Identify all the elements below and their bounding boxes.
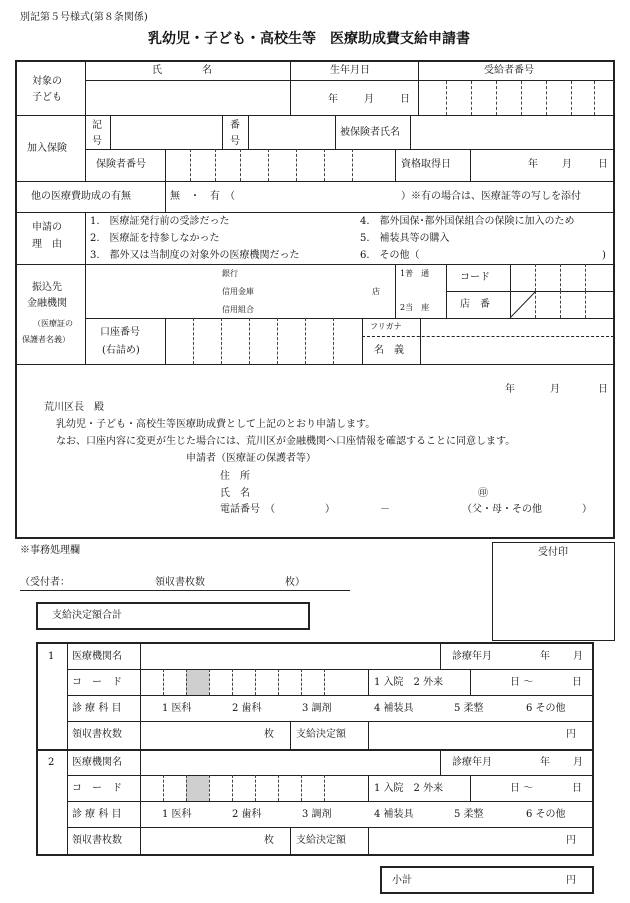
label-office-yen: 円 (566, 875, 576, 886)
label-subject-day: 日 (400, 94, 410, 105)
label-entries-1-depts-5[interactable]: 6 その他 (526, 809, 566, 820)
label-subject-year: 年 (328, 94, 338, 105)
form-title: 乳幼児・子ども・高校生等 医療助成費支給申請書 (148, 31, 470, 47)
subject-recipient-header: 受給者番号 (484, 65, 534, 76)
subject-birth-header: 生年月日 (330, 65, 370, 76)
label-office-subtotal: 小計 (392, 875, 412, 886)
other-aid-options[interactable]: 無 ・ 有 （ (170, 191, 235, 202)
reason-item-6[interactable]: 6. その他（ (360, 250, 420, 261)
label-entries-1-inout[interactable]: 1 入院 2 外来 (374, 783, 444, 794)
subject-name-header: 氏 名 (152, 65, 212, 76)
label-entries-0-department: 診 療 科 目 (72, 703, 122, 714)
label-entries-0-day_from: 日 ～ (510, 677, 534, 688)
label-bank-meigi: 名 義 (374, 345, 404, 356)
label-entries-1-month: 月 (573, 757, 583, 768)
label-bank-toza[interactable]: 2当 座 (400, 303, 430, 312)
label-declaration-applicant: 申請者（医療証の保護者等） (186, 453, 316, 464)
label-bank-shinkin: 信用金庫 (222, 287, 254, 296)
label-insurance-insurer_number: 保険者番号 (96, 159, 146, 170)
label-reason-close_paren: ) (602, 250, 606, 261)
bank-slash (510, 291, 536, 318)
label-entries-0-code: コ ー ド (72, 677, 122, 688)
label-declaration-address: 住 所 (220, 471, 250, 482)
reason-item-3[interactable]: 3. 都外又は当制度の対象外の医療機関だった (90, 250, 300, 261)
insurance-label: 加入保険 (27, 143, 67, 154)
label-entries-1-day_from: 日 ～ (510, 783, 534, 794)
other-aid-note: ）※有の場合は、医療証等の写しを添付 (401, 191, 581, 202)
label-bank-label_line2: 金融機関 (27, 298, 67, 309)
form-number: 別記第５号様式(第８条関係) (20, 12, 148, 23)
label-subject-month: 月 (364, 94, 374, 105)
reason-item-1[interactable]: 1. 医療証発行前の受診だった (90, 216, 230, 227)
label-insurance-insured_name: 被保険者氏名 (340, 127, 400, 138)
label-entries-1-depts-0[interactable]: 1 医科 (162, 809, 192, 820)
label-bank-account_line2: (右詰め) (102, 345, 140, 356)
label-declaration-relation: （父・母・その他 ） (462, 504, 592, 515)
label-declaration-line1: 乳幼児・子ども・高校生等医療助成費として上記のとおり申請します。 (56, 419, 376, 430)
label-declaration-phone: 電話番号 （ ） － (220, 504, 390, 515)
label-entries-0-day_to: 日 (572, 677, 582, 688)
label-entries-1-department: 診 療 科 目 (72, 809, 122, 820)
label-entries-0-no: 1 (48, 651, 55, 662)
label-entries-0-receipts: 領収書枚数 (72, 729, 122, 740)
label-reason-label_line2: 理 由 (32, 239, 62, 250)
label-entries-1-no: 2 (48, 757, 55, 768)
label-bank-furigana: フリガナ (370, 322, 402, 331)
label-entries-1-depts-3[interactable]: 4 補装具 (374, 809, 414, 820)
label-entries-1-depts-2[interactable]: 3 調剤 (302, 809, 332, 820)
label-entries-0-decision: 支給決定額 (296, 729, 346, 740)
label-declaration-name: 氏 名 (220, 488, 250, 499)
label-entries-0-yen: 円 (566, 729, 576, 740)
subject-label-1: 対象の (32, 76, 62, 87)
label-entries-0-sheets: 枚 (264, 729, 274, 740)
label-declaration-line2: なお、口座内容に変更が生じた場合には、荒川区が金融機関へ口座情報を確認することに同意します。 (56, 436, 516, 447)
label-entries-0-depts-1[interactable]: 2 歯科 (232, 703, 262, 714)
label-entries-1-decision: 支給決定額 (296, 835, 346, 846)
label-entries-1-facility: 医療機関名 (72, 757, 122, 768)
addressee: 荒川区長 殿 (44, 402, 104, 413)
label-insurance-month: 月 (562, 159, 572, 170)
label-entries-0-exam_month: 診療年月 (452, 651, 492, 662)
label-bank-branch_number: 店 番 (460, 299, 490, 310)
label-insurance-year: 年 (528, 159, 538, 170)
label-office-total: 支給決定額合計 (52, 610, 122, 621)
label-declaration-year: 年 (505, 384, 515, 395)
label-bank-code: コード (460, 272, 490, 283)
label-entries-1-day_to: 日 (572, 783, 582, 794)
other-aid-label: 他の医療費助成の有無 (31, 191, 131, 202)
label-insurance-acquired_date: 資格取得日 (401, 159, 451, 170)
label-entries-1-sheets: 枚 (264, 835, 274, 846)
label-entries-1-receipts: 領収書枚数 (72, 835, 122, 846)
label-declaration-month: 月 (550, 384, 560, 395)
reason-item-2[interactable]: 2. 医療証を持参しなかった (90, 233, 220, 244)
label-bank-kumiai: 信用組合 (222, 305, 254, 314)
seal-mark: ㊞ (478, 488, 488, 499)
label-entries-0-facility: 医療機関名 (72, 651, 122, 662)
label-entries-0-depts-0[interactable]: 1 医科 (162, 703, 192, 714)
label-insurance-number_line1: 番 (230, 120, 240, 131)
label-declaration-day: 日 (598, 384, 608, 395)
label-bank-label_line3: （医療証の (33, 319, 73, 328)
label-entries-0-year: 年 (540, 651, 550, 662)
label-bank-bank: 銀行 (222, 269, 238, 278)
label-entries-1-year: 年 (540, 757, 550, 768)
label-bank-branch: 店 (372, 287, 380, 296)
office-heading: ※事務処理欄 (20, 545, 80, 556)
label-insurance-number_line2: 号 (230, 136, 240, 147)
label-entries-1-depts-4[interactable]: 5 柔整 (454, 809, 484, 820)
label-entries-1-depts-1[interactable]: 2 歯科 (232, 809, 262, 820)
subject-name-field[interactable] (86, 81, 290, 115)
label-bank-account_line1: 口座番号 (100, 327, 140, 338)
subject-label-2: 子ども (32, 92, 62, 103)
label-bank-futsu[interactable]: 1普 通 (400, 269, 430, 278)
label-office-stamp: 受付印 (538, 547, 568, 558)
label-insurance-symbol_line2: 号 (92, 136, 102, 147)
receipt-line: （受付者： 領収書枚数 枚） (20, 577, 305, 588)
label-insurance-day: 日 (598, 159, 608, 170)
label-bank-label_line1: 振込先 (32, 282, 62, 293)
subtotal-box (380, 866, 594, 894)
label-entries-0-inout[interactable]: 1 入院 2 外来 (374, 677, 444, 688)
label-insurance-symbol_line1: 記 (92, 120, 102, 131)
reason-item-4[interactable]: 4. 都外国保･都外国保組合の保険に加入のため (360, 216, 575, 227)
label-entries-0-depts-3[interactable]: 4 補装具 (374, 703, 414, 714)
label-entries-0-depts-5[interactable]: 6 その他 (526, 703, 566, 714)
reason-item-5[interactable]: 5. 補装具等の購入 (360, 233, 450, 244)
label-bank-label_line4: 保護者名義） (22, 335, 70, 344)
label-reason-label_line1: 申請の (32, 222, 62, 233)
label-entries-1-exam_month: 診療年月 (452, 757, 492, 768)
label-entries-1-code: コ ー ド (72, 783, 122, 794)
label-entries-0-month: 月 (573, 651, 583, 662)
label-entries-0-depts-4[interactable]: 5 柔整 (454, 703, 484, 714)
label-entries-1-yen: 円 (566, 835, 576, 846)
label-entries-0-depts-2[interactable]: 3 調剤 (302, 703, 332, 714)
